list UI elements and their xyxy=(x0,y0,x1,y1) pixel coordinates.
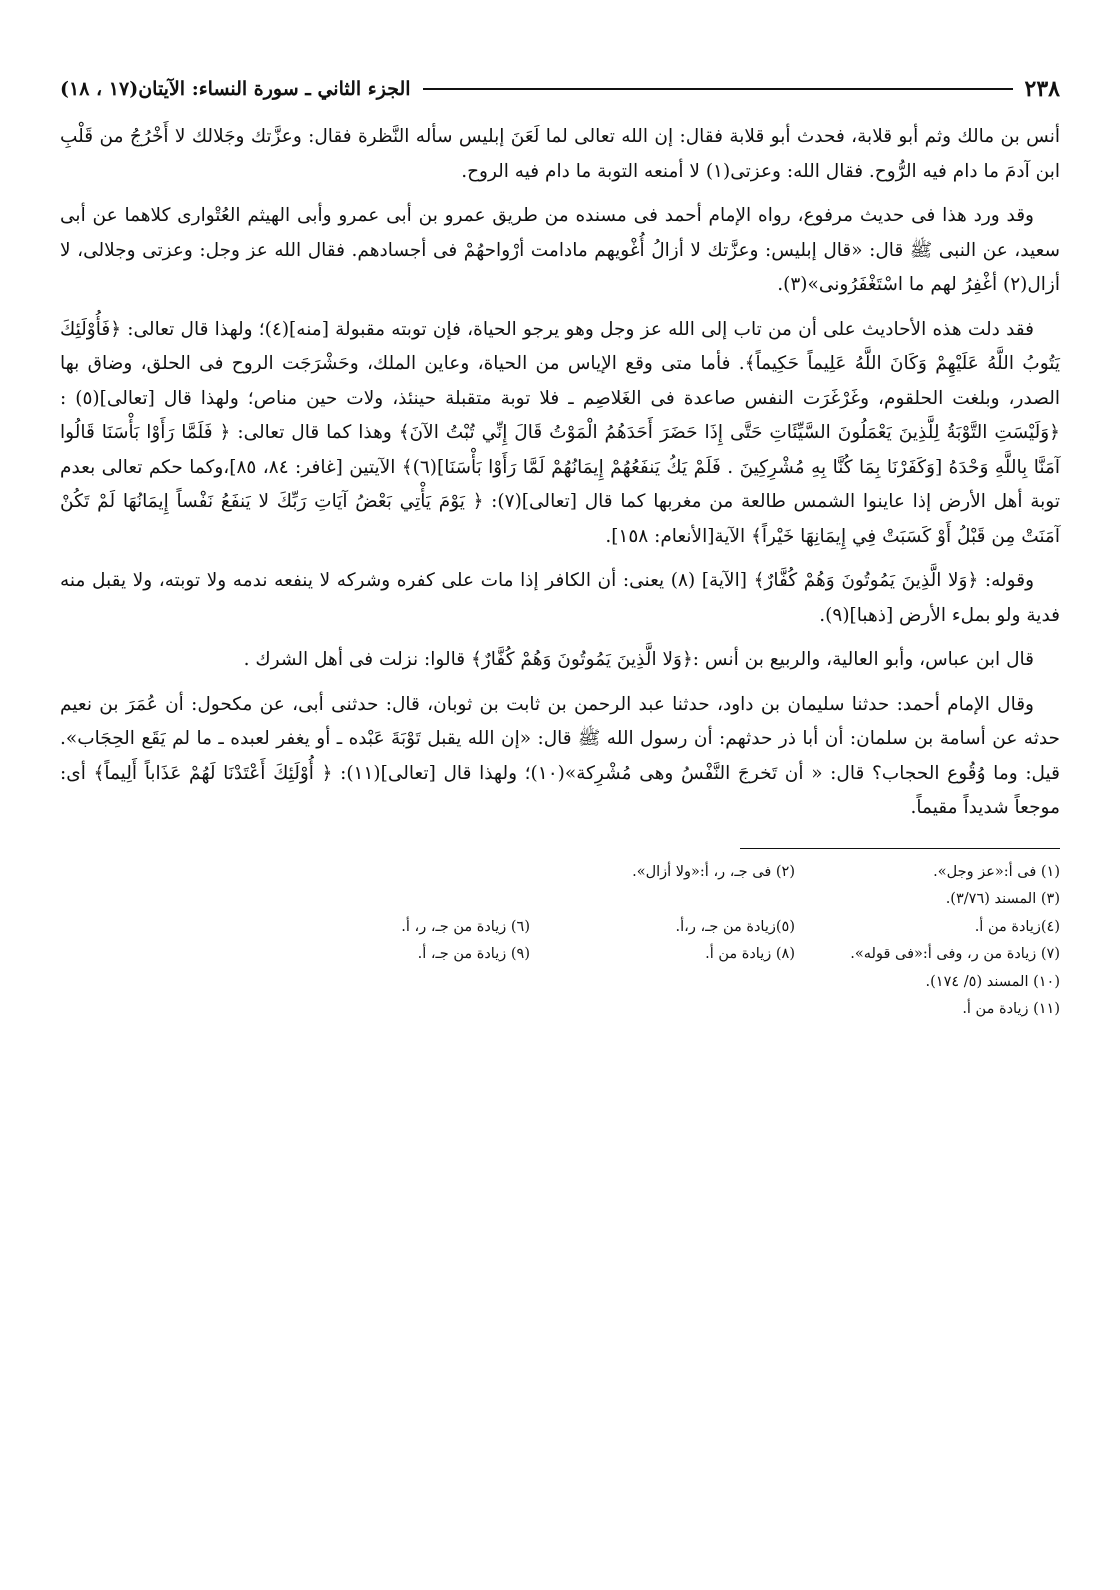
footnote-row xyxy=(60,914,1060,942)
footnote-10: (١٠) المسند (٥/ ١٧٤). xyxy=(925,973,1060,990)
paragraph-6: وقال الإمام أحمد: حدثنا سليمان بن داود، حدثنا عبد الرحمن بن ثابت بن ثوبان، قال: حدثنى أبى، عن مكحول: أن عُمَرَ بن نعيم حدثه عن أسامة بن سلمان: أن أبا ذر حدثهم: أن رسول الله ﷺ قال: «إن الله يقبل تَوْبَةَ عَبْده ـ أو يغفر لعبده ـ ما لم يَقَع الحِجَاب». قيل: وما وُقُوع الحجاب؟ قال: « أن تَخرجَ النَّفْسُ وهى مُشْرِكة»(١٠)؛ ولهذا قال [تعالى](١١): ﴿ أُوْلَئِكَ أَعْتَدْنَا لَهُمْ عَذَاباً أَلِيماً﴾ أى: موجعاً شديداً مقيماً. xyxy=(60,693,1060,818)
footnote-8: (٨) زيادة من أ. xyxy=(705,946,795,962)
footnote-3: (٣) المسند (٣/٧٦). xyxy=(945,891,1060,907)
footnote-4: (٤)زيادة من أ. xyxy=(974,918,1060,935)
page-number: ٢٣٨ xyxy=(1024,76,1060,102)
paragraph-2: وقد ورد هذا فى حديث مرفوع، رواه الإمام أحمد فى مسنده من طريق عمرو بن أبى عمرو وأبى الهيثم العُتْوارى كلاهما عن أبى سعيد، عن النبى ﷺ قال: «قال إبليس: وعزَّتك لا أزالُ أُغْويهم مادامت أرْواحهُمْ فى أجسادهم. فقال الله عز وجل: وعزتى وجلالى، لا أزال(٢) أغْفِرُ لهم ما اسْتَغْفَرُونى»(٣). xyxy=(60,205,1060,295)
running-header xyxy=(60,72,1060,106)
footnote-7: (٧) زيادة من ر، وفى أ:«فى قوله». xyxy=(850,946,1060,962)
footnote-row xyxy=(60,859,1060,887)
main-text xyxy=(60,120,1060,826)
footnote-row xyxy=(60,941,1060,969)
paragraph-4: وقوله: ﴿وَلا الَّذِينَ يَمُوتُونَ وَهُمْ كُفَّارٌ﴾ [الآية] (٨) يعنى: أن الكافر إذا مات على كفره وشركه لا ينفعه ندمه ولا توبته، ولا يقبل منه فدية ولو بملء الأرض [ذهبا](٩). xyxy=(60,570,1060,626)
footnote-11: (١١) زيادة من أ. xyxy=(962,1001,1060,1017)
footnote-9: (٩) زيادة من جـ، أ. xyxy=(417,946,530,962)
footnote-row xyxy=(60,886,1060,914)
footnote-row xyxy=(60,969,1060,997)
paragraph-1: أنس بن مالك وثم أبو قلابة، فحدث أبو قلابة فقال: إن الله تعالى لما لَعَنَ إبليس سأله النَّظرة فقال: وعزَّتك وجَلالك لا أَخْرُجُ من قَلْبِ ابن آدمَ ما دام فيه الرُّوح. فقال الله: وعزتى(١) لا أمنعه التوبة ما دام فيه الروح. xyxy=(60,126,1060,182)
footnote-row xyxy=(60,996,1060,1024)
header-rule xyxy=(423,88,1013,90)
footnote-2: (٢) فى جـ، ر، أ:«ولا أزال». xyxy=(632,863,795,880)
footnote-6: (٦) زيادة من جـ، ر، أ. xyxy=(401,918,530,935)
paragraph-3: فقد دلت هذه الأحاديث على أن من تاب إلى الله عز وجل وهو يرجو الحياة، فإن توبته مقبولة [منه](٤)؛ ولهذا قال تعالى: ﴿فَأُوْلَئِكَ يَتُوبُ اللَّهُ عَلَيْهِمْ وَكَانَ اللَّهُ عَلِيماً حَكِيماً﴾. فأما متى وقع الإياس من الحياة، وعاين الملك، وحَشْرَجَت الروح فى الحلق، وضاق بها الصدر، وبلغت الحلقوم، وغَرْغَرَت النفس صاعدة فى الغَلاصِم ـ فلا توبة متقبلة حينئذ، ولات حين مناص؛ ولهذا قال [تعالى](٥) : ﴿وَلَيْسَتِ التَّوْبَةُ لِلَّذِينَ يَعْمَلُونَ السَّيِّئَاتِ حَتَّى إِذَا حَضَرَ أَحَدَهُمُ الْمَوْتُ قَالَ إِنِّي تُبْتُ الآنَ﴾ وهذا كما قال تعالى: ﴿ فَلَمَّا رَأَوْا بَأْسَنَا قَالُوا آمَنَّا بِاللَّهِ وَحْدَهُ [وَكَفَرْنَا بِمَا كُنَّا بِهِ مُشْرِكِينَ . فَلَمْ يَكُ يَنفَعُهُمْ إِيمَانُهُمْ لَمَّا رَأَوْا بَأْسَنَا](٦)﴾ الآيتين [غافر: ٨٤، ٨٥]،وكما حكم تعالى بعدم توبة أهل الأرض إذا عاينوا الشمس طالعة من مغربها كما قال [تعالى](٧): ﴿ يَوْمَ يَأْتِي بَعْضُ آيَاتِ رَبِّكَ لا يَنفَعُ نَفْساً إِيمَانُهَا لَمْ تَكُنْ آمَنَتْ مِن قَبْلُ أَوْ كَسَبَتْ فِي إِيمَانِهَا خَيْراً﴾ الآية[الأنعام: ١٥٨]. xyxy=(60,318,1060,547)
footnotes xyxy=(60,859,1060,1024)
footnote-1: (١) فى أ:«عز وجل». xyxy=(933,863,1060,880)
footnote-separator xyxy=(740,848,1060,849)
footnote-5: (٥)زيادة من جـ، ر،أ. xyxy=(675,918,795,935)
header-title: الجزء الثاني ـ سورة النساء: الآيتان(١٧ ، ١٨) xyxy=(60,78,411,100)
paragraph-5: قال ابن عباس، وأبو العالية، والربيع بن أنس :﴿وَلا الَّذِينَ يَمُوتُونَ وَهُمْ كُفَّارٌ﴾ قالوا: نزلت فى أهل الشرك . xyxy=(243,649,1034,670)
